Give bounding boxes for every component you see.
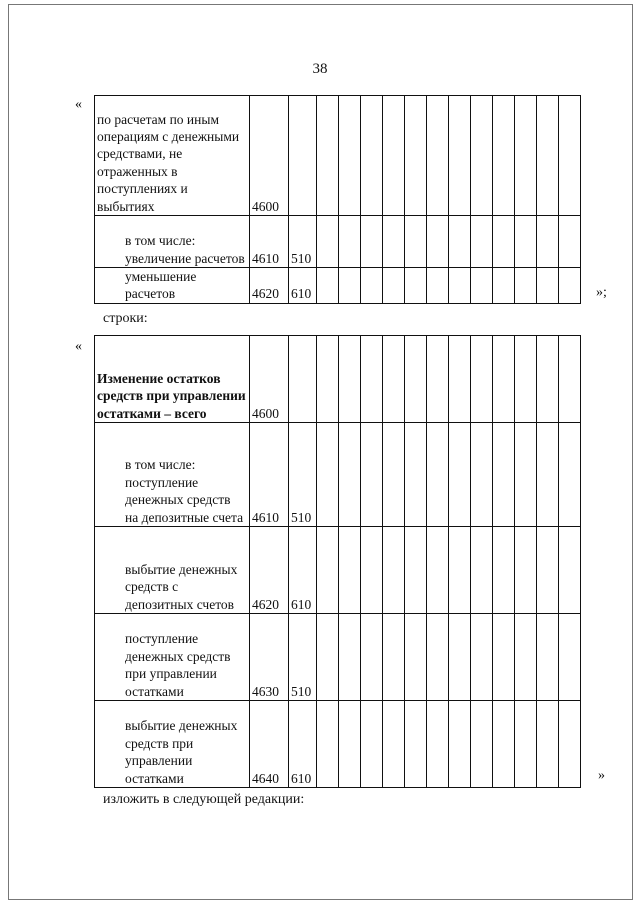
table-2 bbox=[94, 335, 581, 788]
empty-cell bbox=[317, 423, 339, 527]
table-row bbox=[95, 527, 581, 614]
empty-cell bbox=[361, 701, 383, 788]
table-1 bbox=[94, 95, 581, 304]
empty-cell bbox=[339, 614, 361, 701]
row-code2 bbox=[289, 336, 317, 423]
row-code: 4630 bbox=[250, 614, 289, 701]
empty-cell bbox=[339, 423, 361, 527]
row-name: по расчетам по иным операциям с денежными средствами, не отраженных в поступлениях и выбытиях bbox=[95, 96, 250, 216]
empty-cell bbox=[537, 423, 559, 527]
empty-cell bbox=[339, 701, 361, 788]
empty-cell bbox=[559, 527, 581, 614]
empty-cell bbox=[317, 614, 339, 701]
row-code2: 510 bbox=[289, 216, 317, 268]
empty-cell bbox=[383, 336, 405, 423]
row-code2 bbox=[289, 96, 317, 216]
empty-cell bbox=[515, 423, 537, 527]
row-code: 4600 bbox=[250, 336, 289, 423]
empty-cell bbox=[361, 268, 383, 304]
empty-cell bbox=[537, 527, 559, 614]
empty-cell bbox=[427, 701, 449, 788]
empty-cell bbox=[339, 527, 361, 614]
empty-cell bbox=[559, 701, 581, 788]
empty-cell bbox=[559, 216, 581, 268]
table-row bbox=[95, 701, 581, 788]
empty-cell bbox=[383, 268, 405, 304]
empty-cell bbox=[383, 701, 405, 788]
empty-cell bbox=[317, 216, 339, 268]
empty-cell bbox=[449, 701, 471, 788]
empty-cell bbox=[537, 96, 559, 216]
empty-cell bbox=[361, 527, 383, 614]
empty-cell bbox=[383, 423, 405, 527]
empty-cell bbox=[515, 527, 537, 614]
row-code: 4600 bbox=[250, 96, 289, 216]
empty-cell bbox=[515, 96, 537, 216]
page-number: 38 bbox=[312, 61, 328, 77]
empty-cell bbox=[405, 614, 427, 701]
empty-cell bbox=[427, 527, 449, 614]
row-name: поступление денежных средств при управлении остатками bbox=[95, 614, 250, 701]
empty-cell bbox=[471, 336, 493, 423]
empty-cell bbox=[427, 336, 449, 423]
empty-cell bbox=[405, 216, 427, 268]
empty-cell bbox=[471, 268, 493, 304]
row-name: уменьшение расчетов bbox=[95, 268, 250, 304]
empty-cell bbox=[449, 336, 471, 423]
empty-cell bbox=[449, 216, 471, 268]
row-name: Изменение остатков средств при управлении остатками – всего bbox=[95, 336, 250, 423]
row-code: 4620 bbox=[250, 527, 289, 614]
empty-cell bbox=[361, 96, 383, 216]
open-quote: « bbox=[75, 339, 82, 354]
row-name: выбытие денежных средств с депозитных счетов bbox=[95, 527, 250, 614]
empty-cell bbox=[427, 268, 449, 304]
empty-cell bbox=[559, 614, 581, 701]
row-code2: 610 bbox=[289, 527, 317, 614]
empty-cell bbox=[317, 701, 339, 788]
empty-cell bbox=[471, 96, 493, 216]
empty-cell bbox=[493, 527, 515, 614]
table-row bbox=[95, 216, 581, 268]
empty-cell bbox=[537, 701, 559, 788]
empty-cell bbox=[559, 423, 581, 527]
empty-cell bbox=[493, 96, 515, 216]
empty-cell bbox=[405, 268, 427, 304]
empty-cell bbox=[471, 527, 493, 614]
empty-cell bbox=[383, 614, 405, 701]
empty-cell bbox=[449, 614, 471, 701]
open-quote: « bbox=[75, 97, 82, 112]
empty-cell bbox=[515, 268, 537, 304]
empty-cell bbox=[471, 423, 493, 527]
empty-cell bbox=[537, 336, 559, 423]
empty-cell bbox=[339, 268, 361, 304]
empty-cell bbox=[339, 336, 361, 423]
row-code: 4620 bbox=[250, 268, 289, 304]
empty-cell bbox=[471, 701, 493, 788]
empty-cell bbox=[339, 96, 361, 216]
empty-cell bbox=[383, 96, 405, 216]
empty-cell bbox=[427, 216, 449, 268]
empty-cell bbox=[537, 268, 559, 304]
row-code: 4610 bbox=[250, 216, 289, 268]
row-code2: 610 bbox=[289, 701, 317, 788]
empty-cell bbox=[317, 336, 339, 423]
empty-cell bbox=[493, 216, 515, 268]
empty-cell bbox=[537, 614, 559, 701]
empty-cell bbox=[449, 423, 471, 527]
empty-cell bbox=[471, 216, 493, 268]
empty-cell bbox=[559, 268, 581, 304]
row-code2: 610 bbox=[289, 268, 317, 304]
empty-cell bbox=[339, 216, 361, 268]
row-code2: 510 bbox=[289, 614, 317, 701]
empty-cell bbox=[515, 336, 537, 423]
empty-cell bbox=[405, 96, 427, 216]
empty-cell bbox=[405, 701, 427, 788]
empty-cell bbox=[515, 614, 537, 701]
empty-cell bbox=[493, 614, 515, 701]
empty-cell bbox=[427, 614, 449, 701]
empty-cell bbox=[493, 423, 515, 527]
table-row bbox=[95, 268, 581, 304]
empty-cell bbox=[383, 527, 405, 614]
table-row bbox=[95, 336, 581, 423]
empty-cell bbox=[317, 96, 339, 216]
empty-cell bbox=[449, 268, 471, 304]
close-quote: » bbox=[598, 768, 605, 783]
empty-cell bbox=[361, 216, 383, 268]
between-text: строки: bbox=[103, 311, 148, 326]
empty-cell bbox=[515, 216, 537, 268]
close-quote: »; bbox=[596, 285, 607, 300]
empty-cell bbox=[405, 527, 427, 614]
empty-cell bbox=[361, 614, 383, 701]
table-row bbox=[95, 423, 581, 527]
empty-cell bbox=[537, 216, 559, 268]
empty-cell bbox=[427, 96, 449, 216]
empty-cell bbox=[383, 216, 405, 268]
empty-cell bbox=[427, 423, 449, 527]
row-name: в том числе: поступление денежных средств на депозитные счета bbox=[95, 423, 250, 527]
empty-cell bbox=[559, 336, 581, 423]
empty-cell bbox=[317, 527, 339, 614]
empty-cell bbox=[405, 423, 427, 527]
empty-cell bbox=[449, 527, 471, 614]
empty-cell bbox=[493, 701, 515, 788]
footer-text: изложить в следующей редакции: bbox=[103, 792, 305, 807]
empty-cell bbox=[493, 336, 515, 423]
empty-cell bbox=[559, 96, 581, 216]
table-row bbox=[95, 614, 581, 701]
row-code: 4610 bbox=[250, 423, 289, 527]
empty-cell bbox=[317, 268, 339, 304]
empty-cell bbox=[449, 96, 471, 216]
row-code: 4640 bbox=[250, 701, 289, 788]
empty-cell bbox=[361, 423, 383, 527]
empty-cell bbox=[471, 614, 493, 701]
row-name: в том числе: увеличение расчетов bbox=[95, 216, 250, 268]
row-name: выбытие денежных средств при управлении остатками bbox=[95, 701, 250, 788]
empty-cell bbox=[405, 336, 427, 423]
empty-cell bbox=[515, 701, 537, 788]
empty-cell bbox=[361, 336, 383, 423]
table-row bbox=[95, 96, 581, 216]
empty-cell bbox=[493, 268, 515, 304]
row-code2: 510 bbox=[289, 423, 317, 527]
